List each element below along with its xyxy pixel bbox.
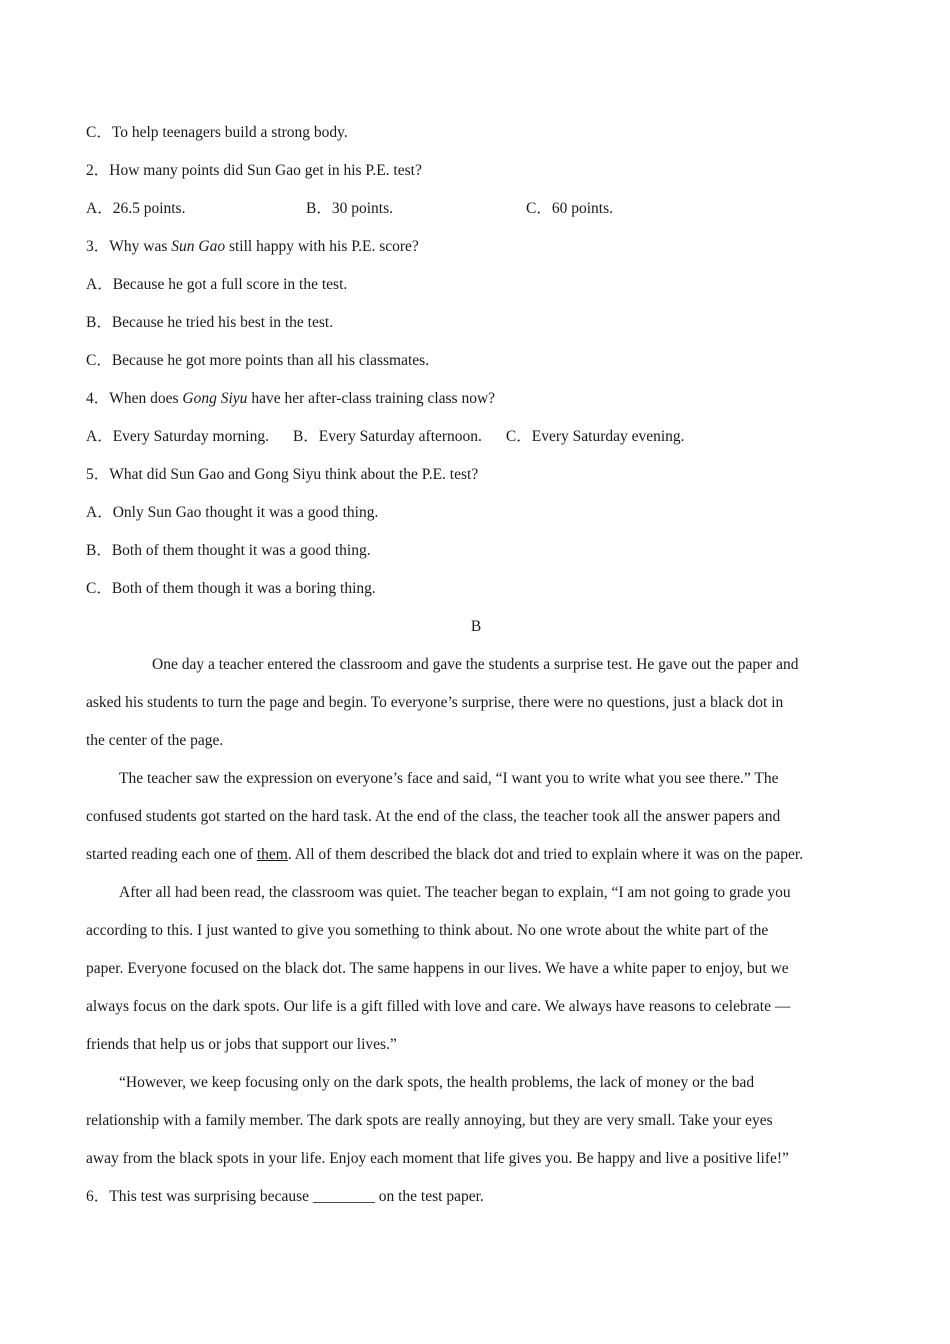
q3-option-a: A．Because he got a full score in the test. [86, 276, 348, 293]
q3-option-c: C．Because he got more points than all his classmates. [86, 352, 430, 369]
passage-line: the center of the page. [86, 732, 224, 749]
passage-line: always focus on the dark spots. Our life is a gift filled with love and care. We always have reasons to celebrate — [86, 998, 791, 1015]
q4-options [86, 422, 866, 460]
underlined-word: them [256, 846, 288, 863]
passage-line: relationship with a family member. The dark spots are really annoying, but they are very small. Take your eyes [86, 1112, 773, 1129]
q4-prefix: 4．When does [86, 390, 183, 407]
passage-line: After all had been read, the classroom was quiet. The teacher began to explain, “I am not going to grade you [119, 884, 791, 901]
q5-option-c: C．Both of them though it was a boring thing. [86, 580, 376, 597]
q2-option-b: B．30 points. [306, 200, 393, 217]
q2-option-c: C．60 points. [526, 200, 613, 217]
passage-line: paper. Everyone focused on the black dot. The same happens in our lives. We have a white paper to enjoy, but we [86, 960, 789, 977]
q4-name: Gong Siyu [182, 390, 248, 407]
q4-option-b: B．Every Saturday afternoon. [292, 428, 482, 445]
q3-prefix: 3．Why was [86, 238, 172, 255]
passage-line: away from the black spots in your life. Enjoy each moment that life gives you. Be happy and live a positive life!” [86, 1150, 789, 1167]
q4-suffix: have her after-class training class now? [247, 390, 496, 407]
exam-page [86, 118, 866, 1220]
q5-option-b: B．Both of them thought it was a good thing. [86, 542, 371, 559]
q3-name: Sun Gao [171, 238, 226, 255]
q1-option-c: C．To help teenagers build a strong body. [86, 124, 348, 141]
q3-question [86, 232, 866, 270]
q6-question: 6．This test was surprising because ________ on the test paper. [86, 1188, 484, 1205]
q4-question [86, 384, 866, 422]
q3-option-b: B．Because he tried his best in the test. [86, 314, 334, 331]
passage-text: . All of them described the black dot and tried to explain where it was on the paper. [287, 846, 804, 863]
passage-line: One day a teacher entered the classroom and gave the students a surprise test. He gave out the paper and [152, 656, 799, 673]
q5-question: 5．What did Sun Gao and Gong Siyu think about the P.E. test? [86, 466, 479, 483]
section-heading: B [470, 618, 482, 635]
q4-option-c: C．Every Saturday evening. [505, 428, 685, 445]
passage-line: according to this. I just wanted to give you something to think about. No one wrote about the white part of the [86, 922, 769, 939]
passage-line: confused students got started on the hard task. At the end of the class, the teacher took all the answer papers and [86, 808, 781, 825]
q2-options [86, 194, 866, 232]
passage-text: started reading each one of [86, 846, 257, 863]
q3-suffix: still happy with his P.E. score? [225, 238, 419, 255]
passage-line: asked his students to turn the page and begin. To everyone’s surprise, there were no questions, just a black dot in [86, 694, 784, 711]
q5-option-a: A．Only Sun Gao thought it was a good thing. [86, 504, 379, 521]
passage-line: “However, we keep focusing only on the dark spots, the health problems, the lack of money or the bad [119, 1074, 755, 1091]
q2-option-a: A．26.5 points. [86, 200, 186, 217]
passage-line: The teacher saw the expression on everyone’s face and said, “I want you to write what you see there.” The [119, 770, 779, 787]
passage-line [86, 840, 866, 878]
q4-option-a: A．Every Saturday morning. [86, 428, 269, 445]
passage-line: friends that help us or jobs that support our lives.” [86, 1036, 397, 1053]
q2-question: 2．How many points did Sun Gao get in his P.E. test? [86, 162, 422, 179]
